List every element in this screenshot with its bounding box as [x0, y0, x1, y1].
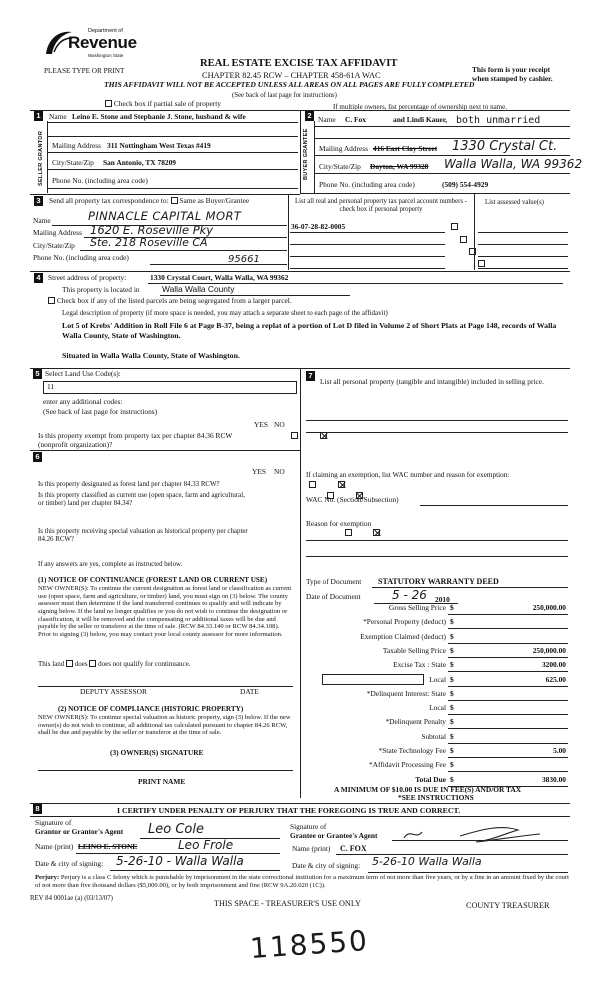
rule: [478, 256, 568, 257]
rule: [110, 870, 280, 871]
rule: [48, 122, 298, 123]
fee-dollar-sign: $: [450, 631, 454, 641]
buyer-name-value-2: and Lindi Kauer,: [393, 115, 448, 124]
grantor-print-label: Name (print): [35, 842, 74, 851]
fee-label: Subtotal: [421, 731, 446, 741]
rule: [314, 121, 315, 193]
grantor-sig-label-2: Grantor or Grantor's Agent: [35, 827, 124, 836]
send-city-handwritten: Ste. 218 Roseville CA: [90, 236, 208, 249]
seller-name-value: Leino E. Stone and Stephanie J. Stone, husband & wife: [72, 112, 246, 121]
rule: [306, 540, 568, 541]
parcel-checkbox-3[interactable]: [469, 248, 476, 255]
fee-underline: [448, 743, 568, 744]
fee-table: [306, 604, 568, 794]
wac-label: WAC No. (Section/Subsection): [306, 495, 399, 504]
buyer-phone-label: Phone No. (including area code): [319, 180, 415, 189]
grantor-date-handwritten: 5-26-10 - Walla Walla: [116, 854, 244, 868]
multiple-owners-note: If multiple owners, list percentage of ownership next to name.: [333, 103, 507, 111]
form-chapter: CHAPTER 82.45 RCW – CHAPTER 458-61A WAC: [202, 71, 381, 80]
rule: [30, 816, 570, 817]
deputy-date-label: DATE: [240, 687, 259, 696]
form-warning: THIS AFFIDAVIT WILL NOT BE ACCEPTED UNLESS ALL AREAS ON ALL PAGES ARE FULLY COMPLETED: [104, 80, 475, 89]
grantee-sig-label-1: Signature of: [290, 822, 327, 831]
rule: [306, 556, 568, 557]
parcel-value: 36-07-28-82-0005: [291, 222, 346, 231]
reason-label: Reason for exemption: [306, 519, 372, 528]
fee-dollar-sign: $: [450, 660, 454, 670]
send-correspondence-row: [49, 197, 249, 206]
rule: [30, 803, 570, 804]
notice2-text: NEW OWNER(S): To continue special valuation as historic property, sign (3) below. If the new owner(s) do not wish to continue, all additional tax calculated pursuant to chapter 84.26 RCW, shall be due and payable by the seller or transferor at the time of sale.: [38, 714, 291, 737]
buyer-city-handwritten: Walla Walla, WA 99362: [444, 157, 583, 171]
seller-mailing-value: 311 Nottingham West Texas #419: [107, 141, 211, 150]
form-title: REAL ESTATE EXCISE TAX AFFIDAVIT: [200, 58, 398, 69]
fee-underline: [448, 700, 568, 701]
buyer-name-value: C. Fox: [345, 115, 366, 124]
partial-sale-row: [105, 100, 221, 109]
receipt-line1: This form is your receipt: [472, 65, 551, 74]
fee-label: Local: [429, 674, 446, 684]
see-instructions-note: *SEE INSTRUCTIONS: [398, 793, 474, 802]
located-in-value: Walla Walla County: [162, 284, 235, 294]
section6-no-header: NO: [274, 467, 285, 476]
fee-value[interactable]: 3200.00: [541, 660, 566, 670]
personal-property-label: List all personal property (tangible and intangible) included in selling price.: [320, 377, 544, 386]
fee-value[interactable]: 250,000.00: [532, 645, 566, 655]
fee-value[interactable]: 625.00: [545, 674, 566, 684]
exempt-no-checkbox[interactable]: [320, 432, 327, 439]
deputy-assessor-label: DEPUTY ASSESSOR: [80, 687, 147, 696]
fee-dollar-sign: $: [450, 774, 454, 784]
partial-sale-label: Check box if partial sale of property: [113, 99, 221, 108]
fee-label: *Delinquent Penalty: [385, 717, 446, 727]
fee-label: *State Technology Fee: [378, 746, 446, 755]
forest-yes-checkbox[interactable]: [309, 481, 316, 488]
send-name-handwritten: PINNACLE CAPITAL MORT: [88, 209, 242, 223]
notice1-text: NEW OWNER(S): To continue the current designation as forest land or classification as current use (open space, farm and agriculture, or timber) land, you must sign on (3) below. The county assessor must then determine if the land transferred continues to qualify and will indicate by signing below. If the land no longer qualifies or you do not wish to continue the designation or classification, it will be removed and the compensating or additional taxes will be due and payable by the seller or transferor at the time of sale. (RCW 84.33.140 or RCW 84.34.108). Prior to signing (3) below, you may contact your local county assessor for more information.: [38, 585, 292, 638]
doc-date-label: Date of Document: [306, 592, 361, 601]
fee-dollar-sign: $: [450, 688, 454, 698]
fee-dollar-sign: $: [450, 717, 454, 727]
section-2-number: 2: [305, 111, 314, 121]
fee-label: *Personal Property (deduct): [363, 617, 446, 627]
minimum-due-note: A MINIMUM OF $10.00 IS DUE IN FEE(S) AND/OR TAX: [334, 785, 522, 794]
street-address-value: 1330 Crystal Court, Walla Walla, WA 99362: [150, 273, 289, 282]
fee-dollar-sign: $: [450, 645, 454, 655]
send-name-label: Name: [33, 216, 51, 225]
does-checkbox[interactable]: [66, 660, 73, 667]
exempt-yes-checkbox[interactable]: [291, 432, 298, 439]
rule: [478, 232, 568, 233]
additional-codes-label: enter any additional codes:: [43, 397, 123, 406]
grantor-date-label: Date & city of signing:: [35, 859, 104, 868]
located-in-label: This property is located in: [62, 285, 140, 294]
segregated-label: Check box if any of the listed parcels are being segregated from a larger parcel.: [56, 296, 292, 305]
historical-no-checkbox[interactable]: [373, 529, 380, 536]
fee-value[interactable]: 3830.00: [541, 774, 566, 784]
seller-mailing-label: Mailing Address: [52, 141, 102, 150]
legal-description-label: Legal description of property (if more space is needed, you may attach a separate sheet to each page of the affidavit): [62, 309, 388, 317]
treasurer-space-label: THIS SPACE - TREASURER'S USE ONLY: [214, 899, 361, 908]
section-4-number: 4: [34, 273, 43, 283]
see-back-instructions: (See back of last page for instructions): [232, 92, 337, 99]
same-as-buyer-checkbox[interactable]: [171, 197, 178, 204]
local-tax-box: [322, 674, 424, 685]
rule: [392, 840, 568, 841]
rule: [306, 432, 568, 433]
rule: [306, 420, 568, 421]
send-city-label: City/State/Zip: [33, 241, 75, 250]
rev-code: REV 84 0001ae (a) (03/13/07): [30, 895, 113, 902]
forest-question: Is this property designated as forest land per chapter 84.33 RCW?: [38, 481, 220, 488]
fee-label: *Delinquent Interest: State: [366, 688, 446, 698]
fee-underline: [448, 671, 568, 672]
rule: [30, 450, 300, 451]
legal-description-value: Lot 5 of Krebs' Addition in Roll File 6 at Page B-37, being a replat of a portion of Lot D filed in Volume 2 of Short Plats at Page 148, records of Walla Walla County, State of Washington.: [62, 321, 557, 340]
seller-city-label: City/State/Zip: [52, 158, 94, 167]
situated-text: Situated in Walla Walla County, State of Washington.: [62, 351, 240, 360]
rule: [315, 155, 570, 156]
section-3-number: 3: [34, 196, 43, 206]
rule: [315, 173, 570, 174]
this-land-row: [38, 660, 190, 668]
county-treasurer-label: COUNTY TREASURER: [466, 901, 550, 910]
rule: [290, 256, 445, 257]
doc-date-handwritten: 5 - 26: [392, 588, 427, 602]
fee-underline: [448, 657, 568, 658]
does-label: does: [74, 660, 88, 668]
land-use-label: Select Land Use Code(s):: [45, 369, 121, 378]
section5-no-header: NO: [274, 420, 285, 429]
certify-statement: I CERTIFY UNDER PENALTY OF PERJURY THAT THE FOREGOING IS TRUE AND CORRECT.: [117, 806, 461, 815]
rule: [300, 193, 570, 194]
buyer-phone-value: (509) 554-4929: [442, 180, 489, 189]
rule: [300, 368, 301, 798]
fee-label: Local: [429, 703, 446, 713]
this-land-label: This land: [38, 660, 65, 668]
segregated-row: [48, 297, 292, 306]
rule: [30, 271, 570, 272]
logo: [40, 26, 137, 66]
buyer-city-label: City/State/Zip: [319, 162, 361, 171]
grantee-date-handwritten: 5-26-10 Walla Walla: [372, 855, 482, 868]
notice1-title: (1) NOTICE OF CONTINUANCE (FOREST LAND OR CURRENT USE): [38, 576, 268, 584]
logo-dept: Department of: [88, 28, 123, 34]
buyer-name-handwritten: both unmarried: [456, 115, 541, 126]
send-phone-handwritten: 95661: [228, 254, 260, 265]
send-mailing-label: Mailing Address: [33, 228, 83, 237]
forest-no-checkbox[interactable]: [338, 481, 345, 488]
perjury-title: Perjury:: [35, 874, 60, 881]
doc-date-year: 2010: [435, 595, 450, 604]
seller-phone-label: Phone No. (including area code): [52, 176, 148, 185]
land-use-box: [43, 381, 297, 394]
please-type: PLEASE TYPE OR PRINT: [44, 67, 125, 75]
rule: [48, 136, 298, 137]
section5-yes-header: YES: [254, 420, 268, 429]
grantee-date-label: Date & city of signing:: [292, 861, 361, 870]
fee-underline: [448, 757, 568, 758]
send-mailing-handwritten: 1620 E. Roseville Pky: [90, 223, 214, 237]
fee-dollar-sign: $: [450, 731, 454, 741]
if-yes-note: If any answers are yes, complete as instructed below.: [38, 561, 183, 568]
receipt-line2: when stamped by cashier.: [472, 74, 553, 83]
rule: [48, 169, 298, 170]
fee-value[interactable]: 250,000.00: [532, 603, 566, 612]
exemption-label: If claiming an exemption, list WAC number and reason for exemption:: [306, 471, 510, 479]
street-address-label: Street address of property:: [48, 273, 127, 282]
owner-signature-label: (3) OWNER(S) SIGNATURE: [110, 748, 204, 757]
seller-name-label: Name: [49, 112, 67, 121]
rule: [47, 121, 48, 193]
rule: [290, 244, 445, 245]
does-not-checkbox[interactable]: [89, 660, 96, 667]
same-as-buyer-label: Same as Buyer/Grantee: [179, 196, 250, 205]
fee-underline: [448, 686, 568, 687]
partial-sale-checkbox[interactable]: [105, 100, 112, 107]
grantor-signature: Leo Cole: [148, 822, 204, 837]
buyer-city-struck: Dayton, WA 99328: [370, 162, 429, 171]
parcel-checkbox-1[interactable]: [451, 223, 458, 230]
fee-label: Exemption Claimed (deduct): [360, 631, 446, 641]
fee-dollar-sign: $: [450, 617, 454, 627]
rule: [300, 110, 301, 194]
fee-label: *Affidavit Processing Fee: [368, 760, 446, 770]
rule: [48, 152, 298, 153]
send-phone-label: Phone No. (including area code): [33, 253, 129, 262]
rule: [48, 188, 298, 189]
does-not-label: does not qualify for continuance.: [98, 660, 191, 668]
section-8-number: 8: [33, 804, 42, 814]
section-5-number: 5: [33, 369, 42, 379]
send-correspondence-label: Send all property tax correspondence to:: [49, 196, 169, 205]
fee-underline: [448, 771, 568, 772]
handwritten-number: 118550: [248, 923, 370, 966]
segregated-checkbox[interactable]: [48, 297, 55, 304]
seller-city-value: San Antonio, TX 78209: [103, 158, 176, 167]
rule: [474, 194, 475, 270]
buyer-mailing-label: Mailing Address: [319, 144, 369, 153]
fee-label: Gross Selling Price: [388, 603, 446, 612]
parcel-header: List all real and personal property tax parcel account numbers - check box if personal property: [294, 198, 468, 214]
fee-underline: [448, 714, 568, 715]
fee-dollar-sign: $: [450, 603, 454, 612]
fee-dollar-sign: $: [450, 674, 454, 684]
grantee-sig-label-2: Grantee or Grantee's Agent: [290, 831, 378, 840]
section-1-number: 1: [34, 111, 43, 121]
fee-underline: [448, 614, 568, 615]
section6-yes-header: YES: [252, 467, 266, 476]
grantor-print-struck: LEINO E. STONE: [78, 842, 138, 851]
historical-question: Is this property receiving special valuation as historical property per chapter 84.26 RCW?: [38, 528, 248, 544]
rule: [478, 244, 568, 245]
print-name-label: PRINT NAME: [138, 777, 186, 786]
seller-grantor-label: SELLER GRANTOR: [38, 130, 44, 186]
perjury-text: Perjury is a class C felony which is punishable by imprisonment in the state correctional institution for a maximum term of not more than five years, or by a fine in an amount fixed by the court of not more than five thousand dollars ($5,000.00), or by both imprisonment and fine (RCW 9A.20.020 (1C)).: [35, 874, 569, 889]
parcel-checkbox-2[interactable]: [460, 236, 467, 243]
assessed-header: List assessed value(s): [485, 199, 544, 206]
notice2-title: (2) NOTICE OF COMPLIANCE (HISTORIC PROPERTY): [58, 705, 244, 713]
rule: [38, 770, 293, 771]
fee-underline: [448, 628, 568, 629]
historical-yes-checkbox[interactable]: [345, 529, 352, 536]
section5-see-back: (See back of last page for instructions): [43, 407, 158, 416]
grantor-sig-label-1: Signature of: [35, 818, 72, 827]
rule: [420, 505, 568, 506]
logo-name: Revenue: [68, 33, 137, 52]
fee-label: Total Due: [415, 774, 446, 784]
parcel-checkbox-4[interactable]: [478, 260, 485, 267]
rule: [290, 268, 445, 269]
rule: [290, 232, 445, 233]
perjury-statement: [35, 874, 570, 890]
fee-underline: [448, 728, 568, 729]
doc-type-label: Type of Document: [306, 577, 362, 586]
fee-dollar-sign: $: [450, 703, 454, 713]
exempt-question: Is this property exempt from property tax per chapter 84.36 RCW (nonprofit organization)?: [38, 431, 233, 449]
rule: [80, 250, 287, 251]
rule: [368, 872, 568, 873]
buyer-mailing-struck: 416 East Clay Street: [373, 144, 438, 153]
fee-dollar-sign: $: [450, 760, 454, 770]
fee-value[interactable]: 5.00: [553, 746, 566, 755]
logo-state: Washington State: [88, 53, 124, 58]
rule: [315, 126, 570, 127]
fee-dollar-sign: $: [450, 746, 454, 755]
fee-underline: [448, 643, 568, 644]
rule: [478, 268, 568, 269]
rule: [288, 194, 289, 270]
buyer-name-label: Name: [318, 115, 336, 124]
section-6-number: 6: [33, 452, 42, 462]
current-use-question: Is this property classified as current use (open space, farm and agricultural, or timber) land per chapter 84.34?: [38, 492, 245, 508]
fee-label: Excise Tax : State: [393, 660, 446, 670]
rule: [30, 194, 300, 195]
section-7-number: 7: [306, 371, 315, 381]
buyer-grantee-label: BUYER GRANTEE: [303, 128, 309, 180]
land-use-value[interactable]: 11: [47, 382, 55, 391]
grantee-print-label: Name (print): [292, 844, 331, 853]
rule: [150, 264, 287, 265]
grantee-print-value: C. FOX: [340, 844, 367, 853]
fee-label: Taxable Selling Price: [382, 645, 446, 655]
buyer-mailing-handwritten: 1330 Crystal Ct.: [452, 139, 558, 154]
grantor-print-handwritten: Leo Frole: [178, 838, 234, 852]
doc-type-value: STATUTORY WARRANTY DEED: [378, 577, 499, 586]
